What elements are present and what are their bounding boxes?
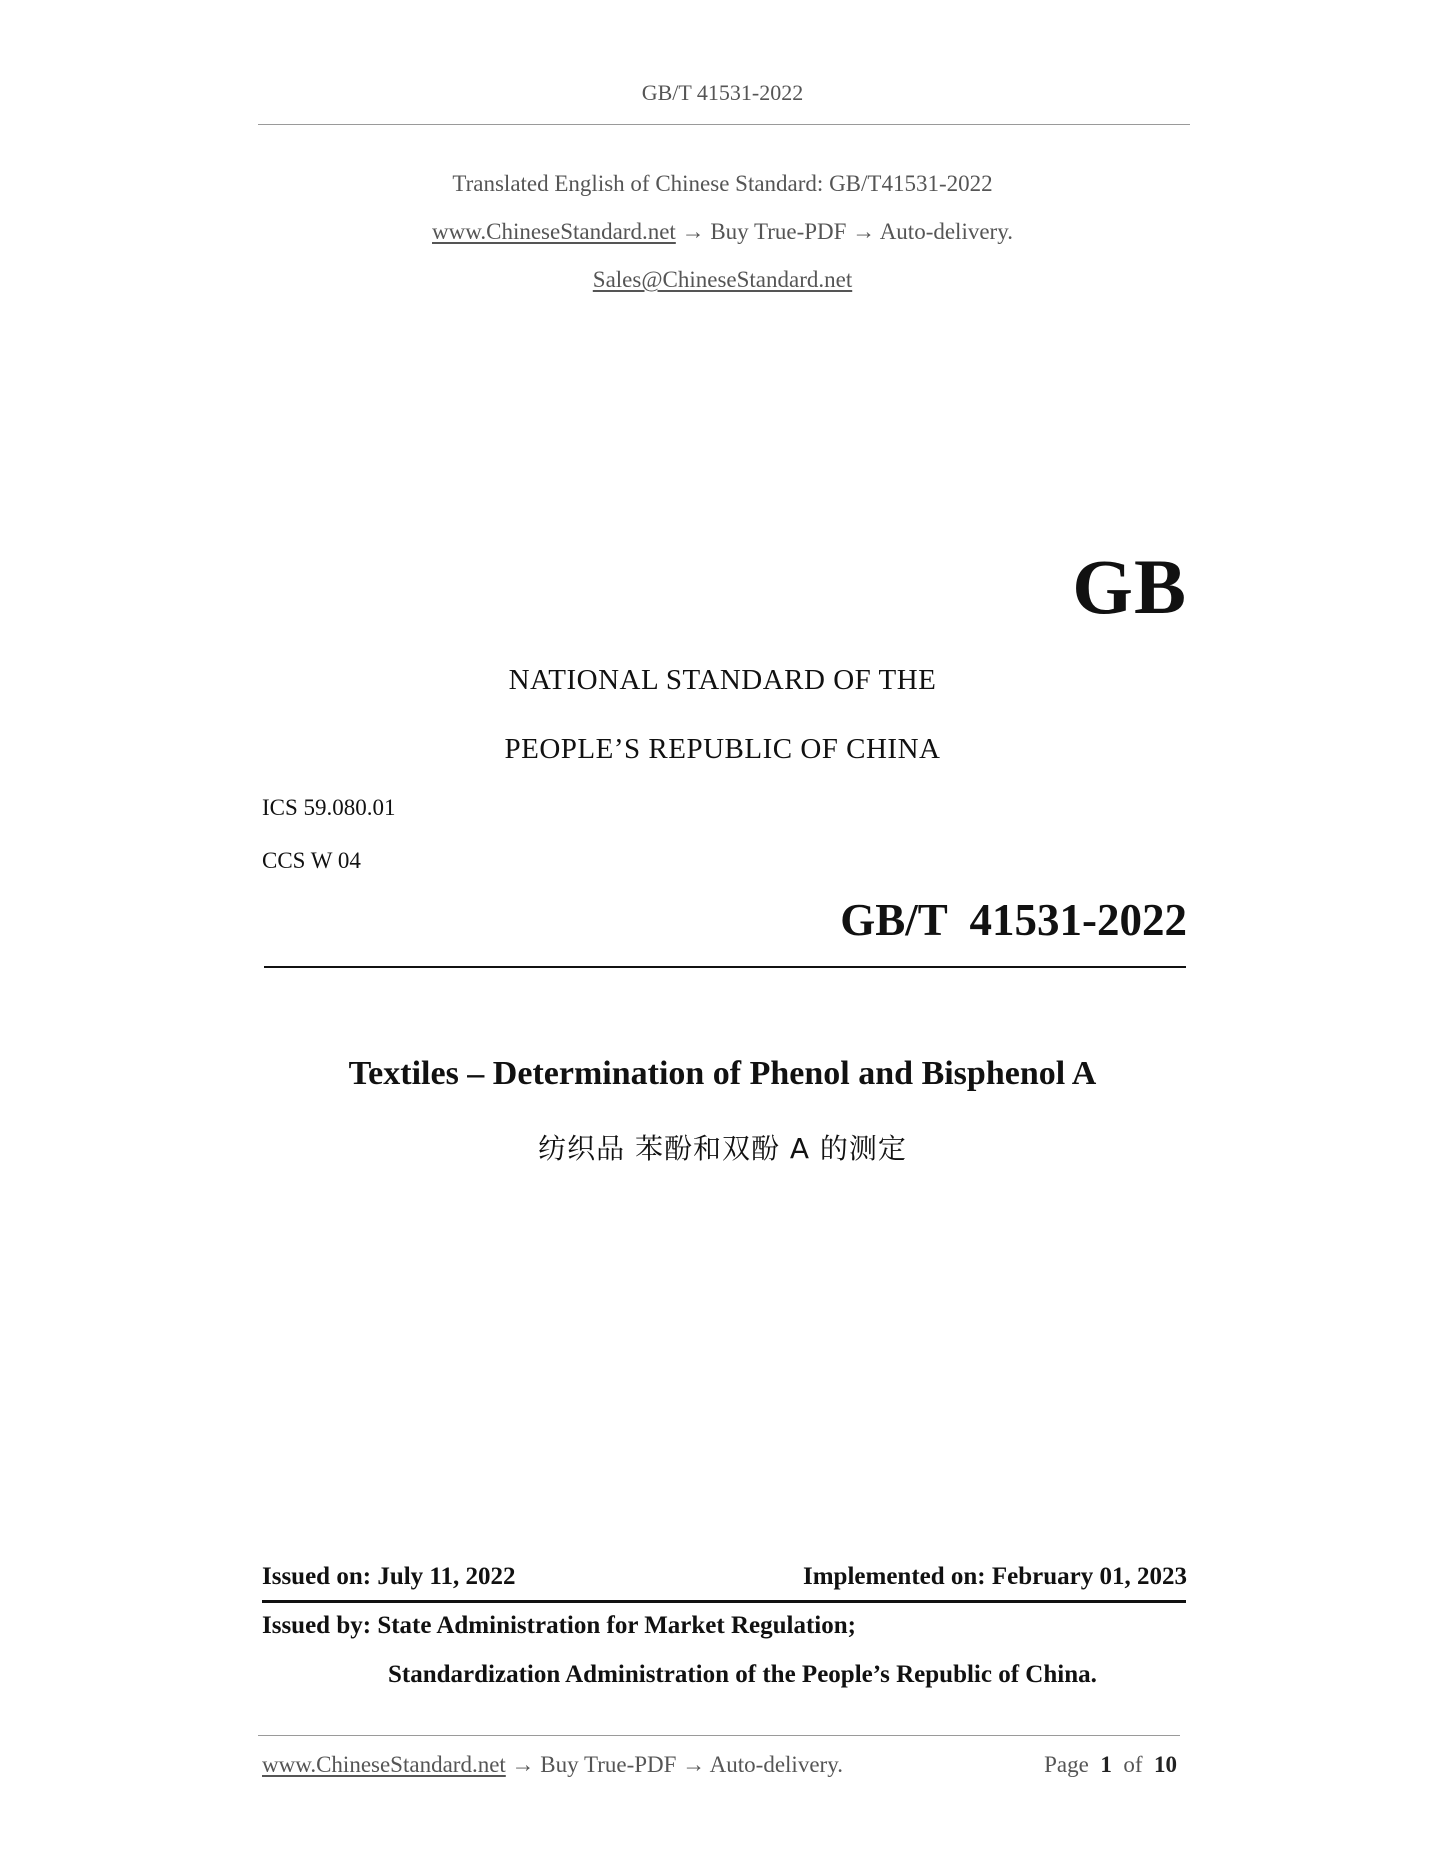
email-line: [0, 267, 1445, 293]
issue-divider: [262, 1600, 1186, 1603]
page-counter: [1044, 1752, 1177, 1778]
arrow-icon: →: [681, 219, 705, 244]
footer-delivery-text: Auto-delivery.: [709, 1752, 843, 1777]
promo-line: [0, 219, 1445, 245]
arrow-icon: →: [682, 1752, 706, 1777]
standard-number: GB/T 41531-2022: [840, 895, 1187, 945]
site-link[interactable]: www.ChineseStandard.net: [432, 219, 676, 244]
footer-site-link[interactable]: www.ChineseStandard.net: [262, 1752, 506, 1777]
issued-on-date: Issued on: July 11, 2022: [262, 1563, 516, 1590]
ics-code: ICS 59.080.01: [262, 795, 396, 820]
footer-promo: [262, 1752, 843, 1778]
footer-buy-text: Buy True-PDF: [540, 1752, 677, 1777]
page-current: 1: [1100, 1752, 1112, 1777]
issuing-authority-second: Standardization Administration of the People’s Republic of China.: [388, 1661, 1097, 1688]
buy-text: Buy True-PDF: [710, 219, 847, 244]
arrow-icon: →: [852, 219, 876, 244]
delivery-text: Auto-delivery.: [879, 219, 1013, 244]
standard-number-divider: [264, 966, 1186, 968]
arrow-icon: →: [511, 1752, 535, 1777]
implemented-on-date: Implemented on: February 01, 2023: [803, 1563, 1187, 1590]
national-standard-heading: NATIONAL STANDARD OF THE: [508, 664, 937, 696]
ccs-code: CCS W 04: [262, 848, 361, 873]
issuing-authority: Issued by: State Administration for Market Regulation;: [262, 1612, 856, 1639]
footer-divider: [258, 1735, 1180, 1736]
document-title-chinese: 纺织品 苯酚和双酚 A 的测定: [538, 1132, 907, 1165]
gb-logo-mark: GB: [1072, 543, 1187, 630]
header-divider: [258, 124, 1190, 125]
of-label: of: [1123, 1752, 1143, 1777]
document-title-english: Textiles – Determination of Phenol and Bisphenol A: [348, 1055, 1097, 1092]
sales-email-link[interactable]: Sales@ChineseStandard.net: [592, 267, 853, 292]
page-label: Page: [1044, 1752, 1089, 1777]
running-header: GB/T 41531-2022: [641, 80, 804, 105]
page-total: 10: [1154, 1752, 1177, 1777]
translation-notice: Translated English of Chinese Standard: GB/T41531-2022: [452, 171, 993, 196]
national-standard-heading-line2: PEOPLE’S REPUBLIC OF CHINA: [504, 733, 941, 765]
